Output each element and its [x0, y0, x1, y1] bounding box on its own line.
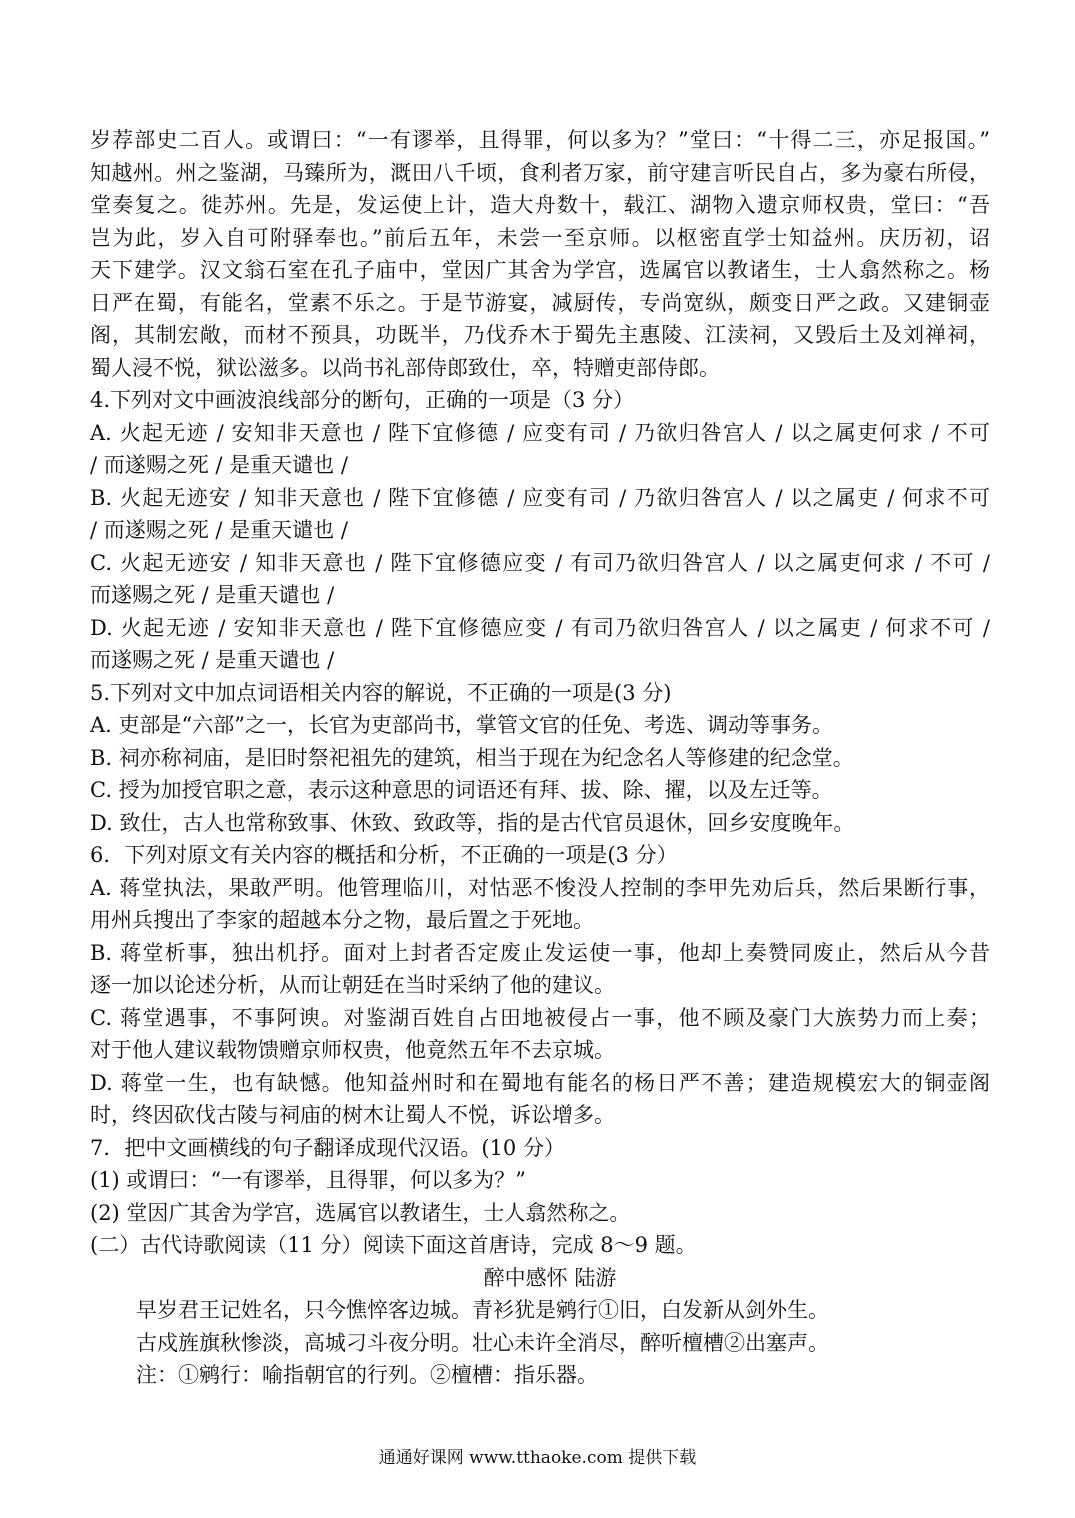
translation-item-1: (1) 或谓曰：“一有谬举，且得罪，何以多为？” [90, 1168, 526, 1192]
passage-line: 堂奏复之。徙苏州。先是，发运使上计，造大舟数十，载江、湖物入遗京师权贵，堂曰：“吾 [90, 193, 990, 217]
option-a-line2: 用州兵搜出了李家的超越本分之物，最后置之于死地。 [90, 908, 594, 932]
document-page [90, 124, 990, 1392]
option-c: C. 授为加授官职之意，表示这种意思的词语还有拜、拔、除、擢，以及左迁等。 [90, 778, 833, 802]
passage-line: 阁，其制宏敞，而材不预具，功既半，乃伐乔木于蜀先主惠陵、江渎祠，又毁后土及刘禅祠， [90, 323, 990, 347]
option-b-line2: / 而遂赐之死 / 是重天谴也 / [90, 518, 348, 542]
option-c-line1: C. 蒋堂遇事，不事阿谀。对鉴湖百姓自占田地被侵占一事，他不顾及豪门大族势力而上奏； [90, 1005, 990, 1030]
question-stem: 5.下列对文中加点词语相关内容的解说，不正确的一项是(3 分) [90, 680, 672, 705]
option-c-line2: 而遂赐之死 / 是重天谴也 / [90, 583, 335, 607]
option-b-line1: B. 火起无迹安 / 知非天意也 / 陛下宜修德 / 应变有司 / 乃欲归咎宫人 / 以之属吏 / 何求不可 [90, 485, 990, 510]
page-footer: 通通好课网 www.tthaoke.com 提供下载 [378, 1448, 697, 1468]
option-b-line1: B. 蒋堂析事，独出机抒。面对上封者否定废止发运使一事，他却上奏赞同废止，然后从今昔 [90, 940, 990, 965]
option-a-line1: A. 蒋堂执法，果敢严明。他管理临川，对怙恶不悛没人控制的李甲先劝后兵，然后果断行事， [90, 875, 990, 900]
question-stem: 4.下列对文中画波浪线部分的断句，正确的一项是（3 分） [90, 388, 635, 412]
option-b: B. 祠亦称祠庙，是旧时祭祀祖先的建筑，相当于现在为纪念名人等修建的纪念堂。 [90, 745, 854, 770]
option-d-line2: 而遂赐之死 / 是重天谴也 / [90, 648, 335, 672]
passage-line: 天下建学。汉文翁石室在孔子庙中，堂因广其舍为学宫，选属官以教诸生，士人翕然称之。杨 [90, 258, 990, 282]
poem-line: 早岁君王记姓名，只今憔悴客边城。青衫犹是鹓行①旧，白发新从剑外生。 [136, 1298, 829, 1322]
option-c-line2: 对于他人建议载物馈赠京师权贵，他竟然五年不去京城。 [90, 1038, 615, 1062]
option-a: A. 吏部是“六部”之一，长官为吏部尚书，掌管文官的任免、考选、调动等事务。 [90, 713, 833, 737]
option-d-line2: 时，终因砍伐古陵与祠庙的树木让蜀人不悦，诉讼增多。 [90, 1103, 615, 1127]
option-d-line1: D. 蒋堂一生，也有缺憾。他知益州时和在蜀地有能名的杨日严不善；建造规模宏大的铜壶阁 [90, 1070, 990, 1095]
question-4 [90, 384, 990, 677]
option-d: D. 致仕，古人也常称致事、休致、致政等，指的是古代官员退休，回乡安度晚年。 [90, 810, 855, 835]
question-7 [90, 1132, 990, 1230]
poem-title: 醉中感怀 陆游 [483, 1265, 617, 1290]
option-b-line2: 逐一加以论述分析，从而让朝廷在当时采纳了他的建议。 [90, 973, 615, 997]
passage-line: 知越州。州之鉴湖，马臻所为，溉田八千顷，食利者万家，前守建言听民自占，多为豪右所侵， [90, 160, 990, 185]
passage [90, 124, 990, 384]
option-d-line1: D. 火起无迹 / 安知非天意也 / 陛下宜修德应变 / 有司乃欲归咎宫人 / 以之属吏 / 何求不可 / [90, 615, 990, 640]
passage-line: 日严在蜀，有能名，堂素不乐之。于是节游宴，减厨传，专尚宽纵，颇变日严之政。又建铜壶 [90, 290, 990, 315]
option-c-line1: C. 火起无迹安 / 知非天意也 / 陛下宜修德应变 / 有司乃欲归咎宫人 / 以之属吏何求 / 不可 / [90, 550, 990, 575]
passage-line: 岁荐部史二百人。或谓曰：“一有谬举，且得罪，何以多为？”堂曰：“十得二三，亦足报国。” [90, 128, 990, 152]
poem-note: 注：①鹓行：喻指朝官的行列。②檀槽：指乐器。 [136, 1363, 598, 1387]
question-5 [90, 677, 990, 840]
passage-line: 蜀人浸不悦，狱讼滋多。以尚书礼部侍郎致仕，卒，特赠吏部侍郎。 [90, 355, 720, 380]
question-stem: 6．下列对原文有关内容的概括和分析，不正确的一项是(3 分） [90, 843, 678, 867]
option-a-line1: A. 火起无迹 / 安知非天意也 / 陛下宜修德 / 应变有司 / 乃欲归咎宫人 / 以之属吏何求 / 不可 [90, 420, 990, 445]
poem-line: 古戍旌旗秋惨淡，高城刁斗夜分明。壮心未许全消尽，醉听檀槽②出塞声。 [136, 1330, 829, 1355]
question-6 [90, 839, 990, 1132]
section-poetry [90, 1229, 990, 1392]
question-stem: 7．把中文画横线的句子翻译成现代汉语。(10 分） [90, 1135, 565, 1160]
passage-line: 岂为此，岁入自可附驿奉也。”前后五年，未尝一至京师。以枢密直学士知益州。庆历初，诏 [90, 225, 990, 250]
translation-item-2: (2) 堂因广其舍为学宫，选属官以教诸生，士人翕然称之。 [90, 1200, 631, 1225]
section-heading: (二）古代诗歌阅读（11 分）阅读下面这首唐诗，完成 8～9 题。 [90, 1233, 697, 1257]
option-a-line2: / 而遂赐之死 / 是重天谴也 / [90, 453, 348, 477]
